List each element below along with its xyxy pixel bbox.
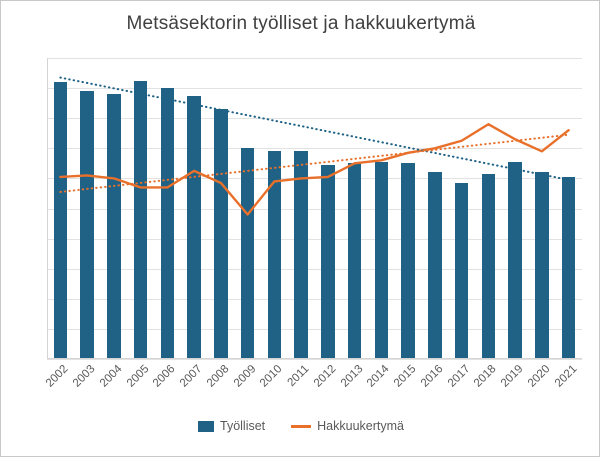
x-tick-label: 2015 [392,363,419,390]
x-tick-label: 2012 [311,363,339,390]
x-tick-label: 2014 [365,363,392,390]
x-tick-label: 2018 [472,363,499,390]
legend-swatch-bar-icon [198,421,214,432]
legend-item-hakkuukertyma[interactable] [291,419,404,433]
plot-frame [47,58,582,359]
x-tick-label: 2007 [178,363,205,390]
x-tick-label: 2004 [97,363,125,390]
legend-label-tyolliset: Työlliset [220,419,266,433]
x-tick-label: 2013 [338,363,366,390]
chart-legend [1,419,600,433]
x-tick-label: 2020 [525,363,553,390]
legend-swatch-line-icon [291,425,311,428]
x-tick-label: 2005 [124,363,152,390]
x-tick-label: 2003 [71,363,98,390]
x-tick-label: 2008 [204,363,232,390]
x-tick-label: 2016 [418,363,446,390]
x-tick-label: 2021 [552,363,580,390]
x-axis-labels [44,361,582,411]
x-tick-label: 2019 [499,363,526,390]
x-tick-label: 2006 [151,363,178,390]
x-tick-label: 2017 [445,363,473,390]
plot-area [47,58,582,359]
legend-label-hakkuukertyma: Hakkuukertymä [317,419,404,433]
x-tick-label: 2002 [44,363,71,390]
x-tick-label: 2011 [285,363,312,389]
x-tick-label: 2009 [231,363,259,390]
gridline [47,359,582,360]
legend-item-tyolliset[interactable] [198,419,265,433]
chart-title: Metsäsektorin työlliset ja hakkuukertymä [126,13,476,34]
x-tick-label: 2010 [258,363,285,390]
